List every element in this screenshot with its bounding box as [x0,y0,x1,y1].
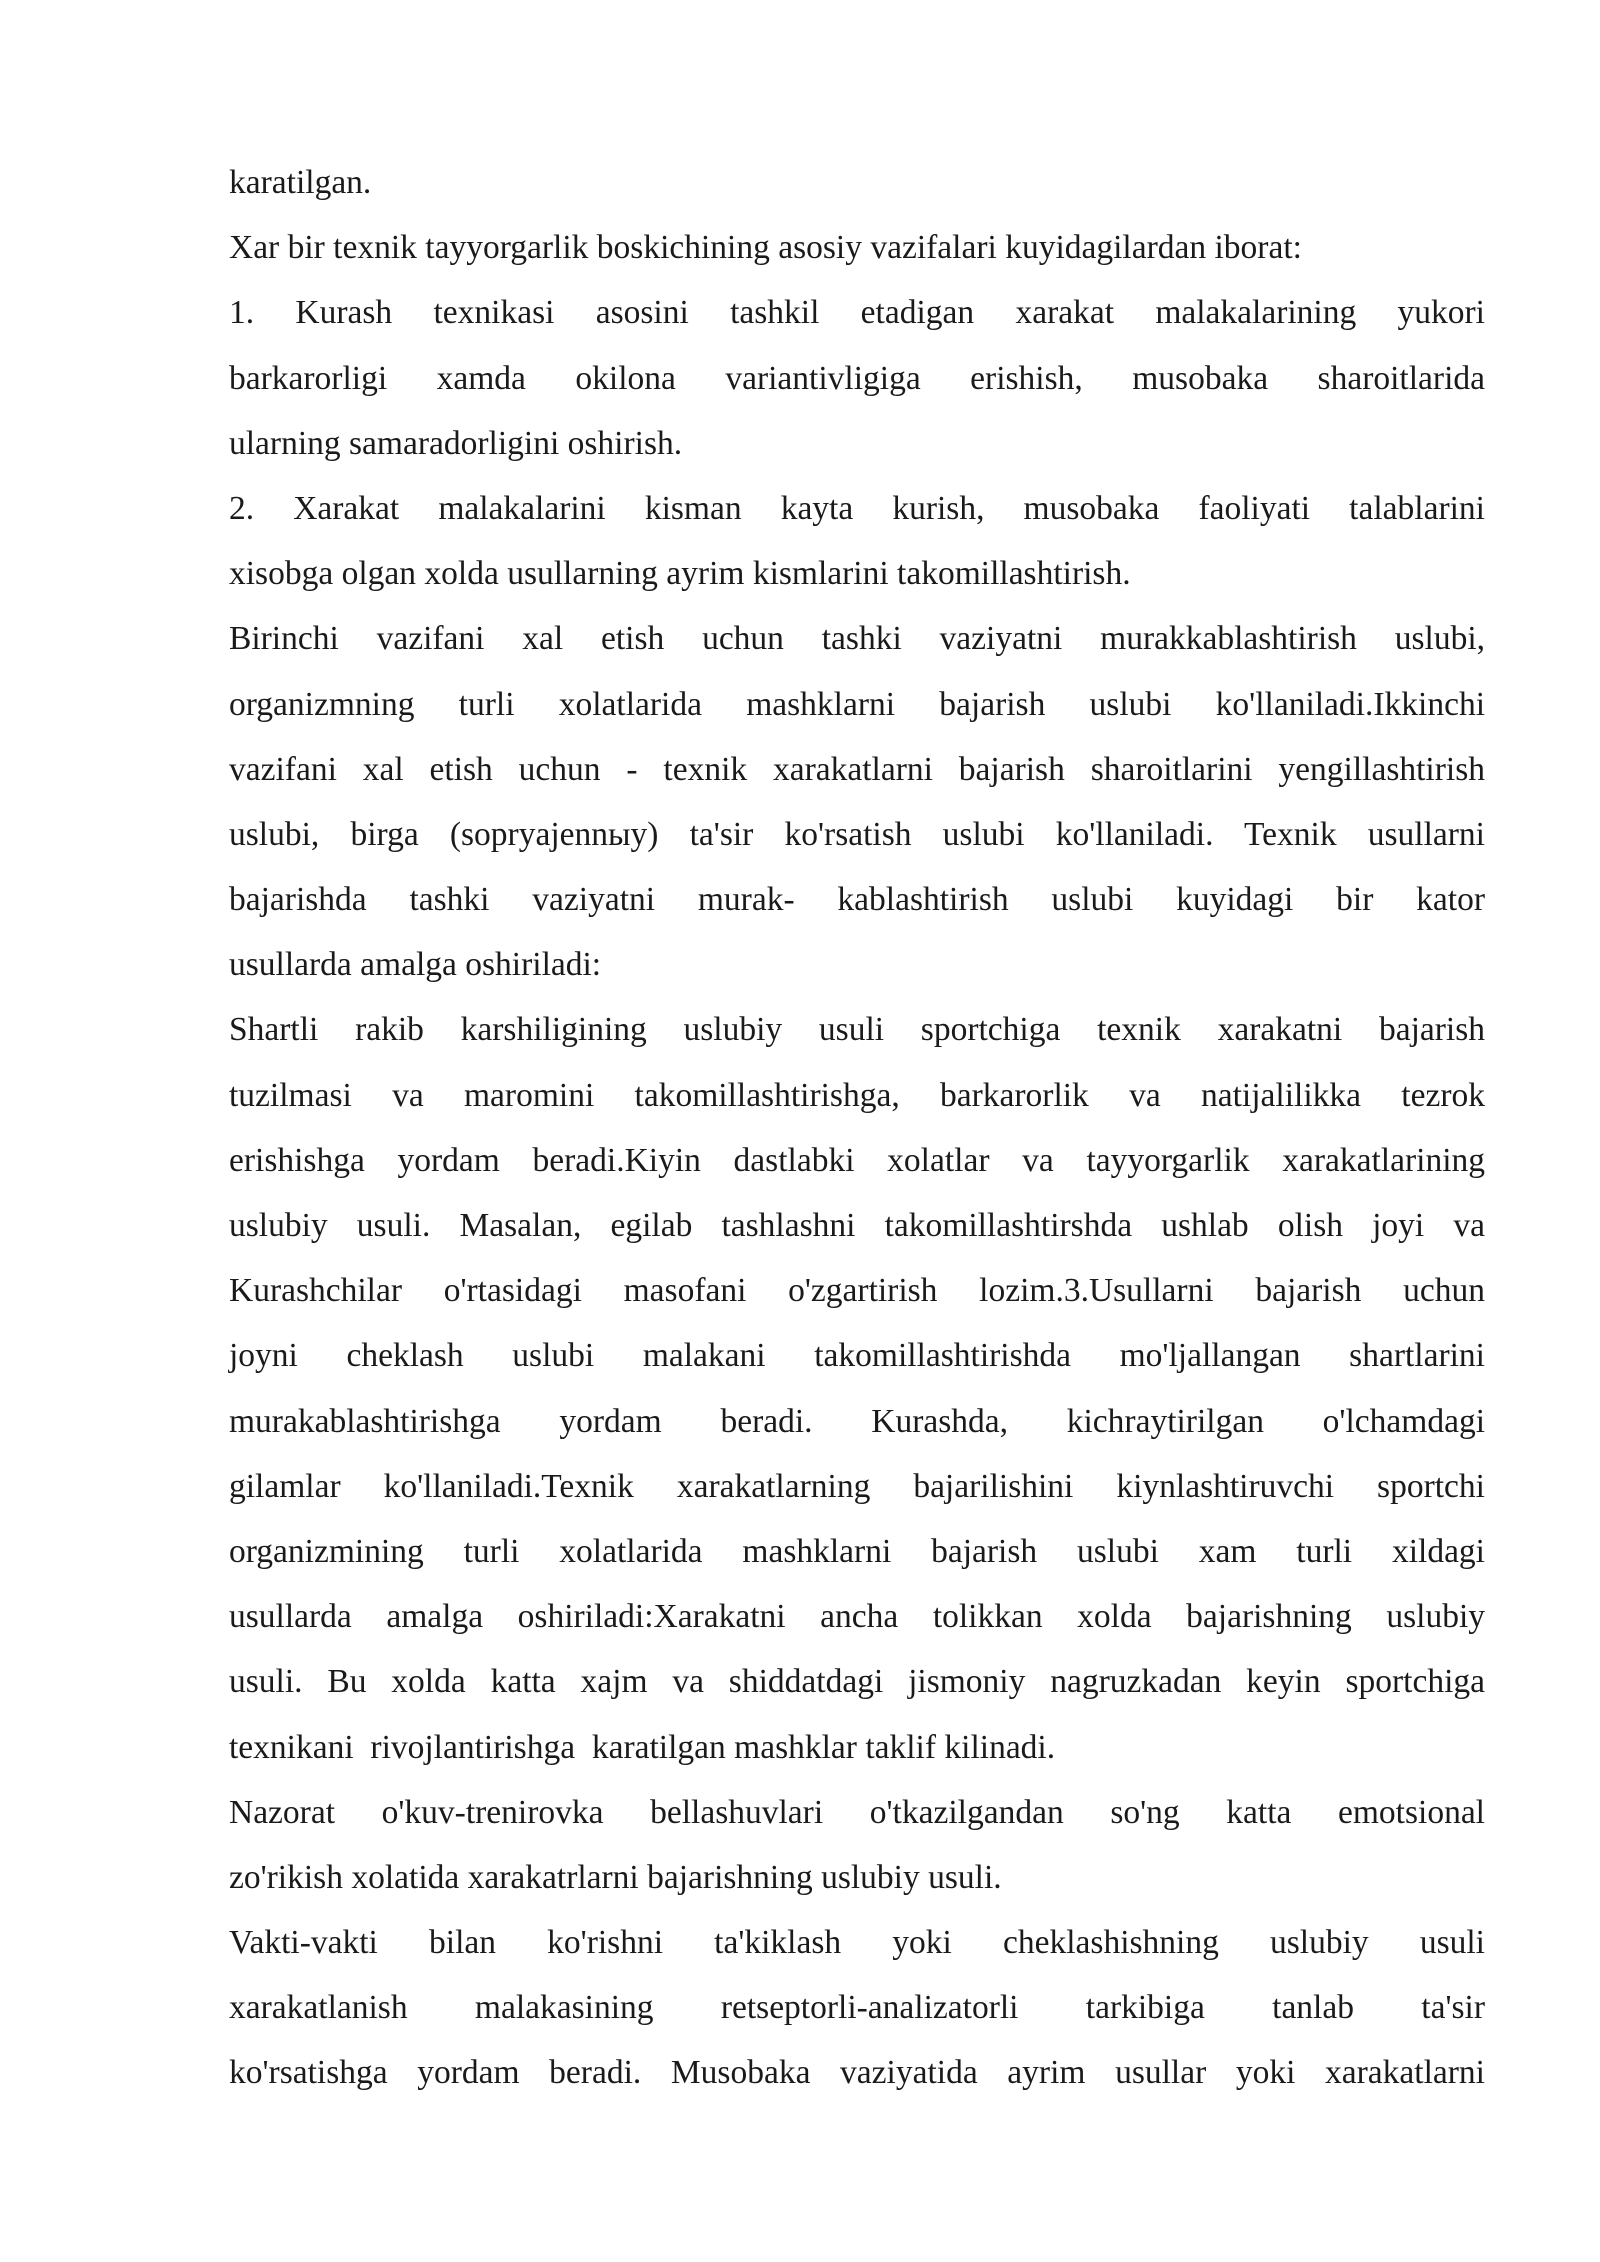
text-line: joyni cheklash uslubi malakani takomillashtirishda mo'ljallangan shartlarini [229,1337,1485,1375]
text-line: zo'rikish xolatida xarakatrlarni bajarishning uslubiy usuli. [229,1858,1002,1896]
text-line: texnikani rivojlantirishga karatilgan mashklar taklif kilinadi. [229,1728,1056,1766]
text-line: Kurashchilar o'rtasidagi masofani o'zgartirish lozim.3.Usullarni bajarish uchun [229,1272,1485,1310]
text-line: Vakti-vakti bilan ko'rishni ta'kiklash yoki cheklashishning uslubiy usuli [229,1924,1485,1962]
text-line: ularning samaradorligini oshirish. [229,424,683,462]
text-line: usuli. Bu xolda katta xajm va shiddatdagi jismoniy nagruzkadan keyin sportchiga [229,1663,1485,1701]
body-text [229,150,1485,2106]
text-line: xisobga olgan xolda usullarning ayrim kismlarini takomillashtirish. [229,555,1131,593]
text-line: xarakatlanish malakasining retseptorli-analizatorli tarkibiga tanlab ta'sir [229,1989,1485,2027]
text-line: uslubiy usuli. Masalan, egilab tashlashni takomillashtirshda ushlab olish joyi va [229,1207,1485,1244]
text-line: karatilgan. [229,164,372,201]
text-line: organizmning turli xolatlarida mashklarni bajarish uslubi ko'llaniladi.Ikkinchi [229,685,1485,723]
text-line: erishishga yordam beradi.Kiyin dastlabki xolatlar va tayyorgarlik xarakatlarining [229,1141,1485,1179]
text-line: tuzilmasi va maromini takomillashtirishga, barkarorlik va natijalilikka tezrok [229,1076,1485,1114]
text-line: uslubi, birga (sopryajennыy) ta'sir ko'rsatish uslubi ko'llaniladi. Texnik usullarni [229,815,1485,853]
text-line: vazifani xal etish uchun - texnik xarakatlarni bajarish sharoitlarini yengillashtirish [229,750,1485,788]
text-line: bajarishda tashki vaziyatni murak- kablashtirish uslubi kuyidagi bir kator [229,881,1485,919]
text-line: Shartli rakib karshiligining uslubiy usuli sportchiga texnik xarakatni bajarish [229,1011,1485,1049]
text-line: Birinchi vazifani xal etish uchun tashki vaziyatni murakkablashtirish uslubi, [229,620,1485,658]
text-line: 2. Xarakat malakalarini kisman kayta kurish, musobaka faoliyati talablarini [229,489,1485,527]
text-line: murakablashtirishga yordam beradi. Kurashda, kichraytirilgan o'lchamdagi [229,1402,1485,1440]
text-line: gilamlar ko'llaniladi.Texnik xarakatlarning bajarilishini kiynlashtiruvchi sportchi [229,1467,1485,1505]
text-line: usullarda amalga oshiriladi:Xarakatni ancha tolikkan xolda bajarishning uslubiy [229,1598,1485,1636]
text-line: usullarda amalga oshiriladi: [229,946,602,984]
text-line: organizmining turli xolatlarida mashklarni bajarish uslubi xam turli xildagi [229,1532,1485,1570]
text-line: ko'rsatishga yordam beradi. Musobaka vaziyatida ayrim usullar yoki xarakatlarni [229,2054,1485,2092]
text-line: 1. Kurash texnikasi asosini tashkil etadigan xarakat malakalarining yukori [229,294,1485,332]
text-line: barkarorligi xamda okilona variantivligiga erishish, musobaka sharoitlarida [229,359,1485,397]
text-line: Nazorat o'kuv-trenirovka bellashuvlari o'tkazilgandan so'ng katta emotsional [229,1793,1485,1831]
text-line: Xar bir texnik tayyorgarlik boskichining asosiy vazifalari kuyidagilardan iborat: [229,229,1302,267]
